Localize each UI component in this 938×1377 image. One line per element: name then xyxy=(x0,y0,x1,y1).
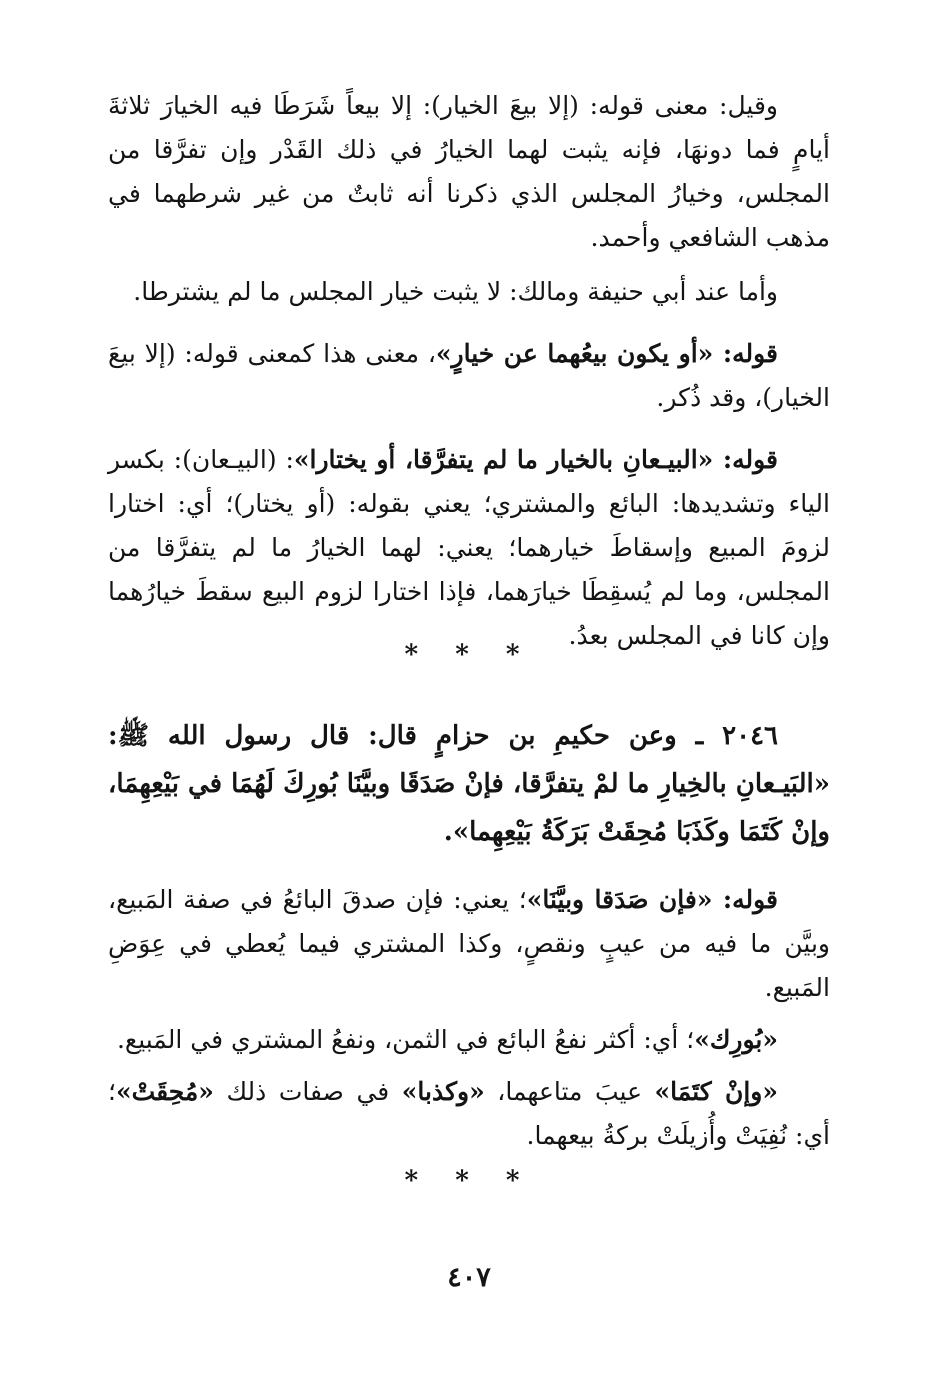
explanation-text: ؛ أي: أكثر نفعُ البائع في الثمن، ونفعُ المشتري في المَبيع. xyxy=(116,1025,695,1054)
paragraph-hanafi-maliki-view: وأما عند أبي حنيفة ومالك: لا يثبت خيار المجلس ما لم يشترطا. xyxy=(133,277,778,306)
paragraph-an-yakun-bayuhuma xyxy=(108,332,830,420)
quoted-phrase: قوله: «البيـعانِ بالخيار ما لم يتفرَّقا، أو يختارا» xyxy=(293,445,778,474)
paragraph-al-bayyian xyxy=(108,438,830,658)
explanation-text: ؛ يعني: فإن صدقَ البائعُ في صفة المَبيع، وبيَّن ما فيه من عيبٍ ونقصٍ، وكذا المشتري فيما يُعطي في عِوَضِ المَبيع. xyxy=(108,885,830,1002)
hadith-text: ٢٠٤٦ ـ وعن حكيمِ بن حزامٍ قال: قال رسول الله ﷺ: «البَيـعانِ بالخِيارِ ما لمْ يتفرَّقا، فإنْ صَدَقَا وبيَّنَا بُورِكَ لَهُمَا في بَيْعِهِمَا، وإنْ كَتَمَا وكَذَبَا مُحِقَتْ بَرَكَةُ بَيْعِهِما». xyxy=(108,721,831,847)
explanation-text: : (البيـعان): بكسر الياء وتشديدها: البائع والمشتري؛ يعني بقوله: (أو يختار)؛ أي: اختارا لزومَ المبيع وإسقاطَ خيارهما؛ يعني: لهما الخيارُ ما لم يتفرَّقا من المجلس، وما لم يُسقِطَا خيارَهما، فإذا اختارا لزوم البيع سقطَ خيارُهما وإن كانا في المجلس بعدُ. xyxy=(108,445,830,650)
paragraph-in-sadaqa xyxy=(108,878,830,1010)
paragraph-burika xyxy=(108,1018,830,1062)
quoted-phrase: «مُحِقَتْ» xyxy=(115,1077,214,1106)
explanation-text: عيبَ متاعهما، xyxy=(484,1077,655,1106)
section-separator: * * * xyxy=(404,1166,534,1196)
quoted-phrase: «وإنْ كتَمَا» xyxy=(654,1077,779,1106)
quoted-phrase: «وكذبا» xyxy=(401,1077,485,1106)
commentary-section-1 xyxy=(108,84,830,658)
paragraph-meaning-of-khiyar: وقيل: معنى قوله: (إلا بيعَ الخيار): إلا بيعاً شَرَطَا فيه الخيارَ ثلاثةَ أيامٍ فما دونهَا، فإنه يثبت لهما الخيارُ في ذلك القَدْر وإن تفرَّقا من المجلس، وخيارُ المجلس الذي ذكرنا أنه ثابتٌ من غير شرطهما في مذهب الشافعي وأحمد. xyxy=(108,91,830,252)
quoted-phrase: «بُورِك» xyxy=(694,1025,778,1054)
quoted-phrase: قوله: «أو يكون بيعُهما عن خيارٍ» xyxy=(435,339,778,368)
paragraph-in-katama xyxy=(108,1070,830,1158)
explanation-text: ؛ أي: نُفِيَتْ وأُزيلَتْ بركةُ بيعهما. xyxy=(108,1077,830,1150)
explanation-text: في صفات ذلك xyxy=(213,1077,402,1106)
hadith-2046 xyxy=(108,712,830,856)
section-separator: * * * xyxy=(404,640,534,670)
explanation-text: ، معنى هذا كمعنى قوله: (إلا بيعَ الخيار)، وقد ذُكر. xyxy=(108,339,830,412)
commentary-section-2 xyxy=(108,878,830,1158)
page-number: ٤٠٧ xyxy=(447,1262,491,1293)
quoted-phrase: قوله: «فإن صَدَقا وبيَّنَا» xyxy=(526,885,778,914)
